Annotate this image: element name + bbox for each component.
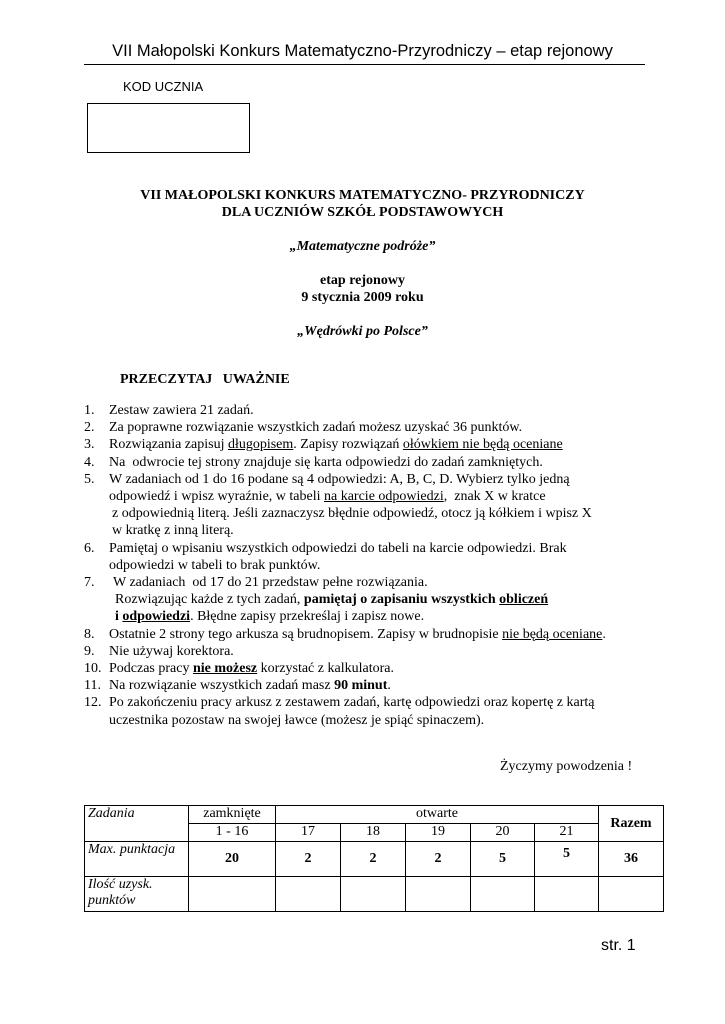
list-item-emphasis: i — [115, 609, 123, 625]
list-item-text: Zestaw zawiera 21 zadań. — [109, 403, 254, 418]
list-item-text: odpowiedzi w tabeli to brak punktów. — [109, 557, 321, 573]
list-item-text: . — [387, 678, 391, 694]
list-item-number: 6. — [84, 540, 95, 556]
list-item-text: . Zapisy rozwiązań — [293, 437, 403, 453]
list-item-text: odpowiedź i wpisz wyraźnie, w tabeli — [109, 489, 324, 505]
score-header-open: otwarte — [276, 806, 599, 824]
page-number: str. 1 — [601, 937, 636, 954]
list-item-number: 9. — [84, 643, 95, 659]
list-item — [84, 402, 644, 419]
instructions-list — [84, 402, 644, 729]
score-max-17: 2 — [276, 842, 341, 877]
list-item-text: Po zakończeniu pracy arkusz z zestawem zadań, kartę odpowiedzi oraz kopertę z kartą — [109, 695, 595, 711]
list-item-emphasis: na karcie odpowiedzi — [324, 489, 444, 505]
score-max-18: 2 — [341, 842, 406, 877]
score-table — [84, 805, 664, 912]
contest-title-line2: DLA UCZNIÓW SZKÓŁ PODSTAWOWYCH — [221, 205, 504, 220]
table-row — [85, 842, 664, 877]
list-item-text: Ostatnie 2 strony tego arkusza są brudnopisem. Zapisy w brudnopisie — [109, 626, 503, 642]
list-item-text: korzystać z kalkulatora. — [257, 661, 394, 677]
list-item-text: z odpowiednią literą. Jeśli zaznaczysz błędnie odpowiedź, otocz ją kółkiem i wpisz X — [112, 506, 592, 522]
list-item-number: 4. — [84, 454, 95, 470]
list-item-text: Na odwrocie tej strony znajduje się karta odpowiedzi do zadań zamkniętych. — [109, 454, 543, 470]
list-item — [84, 419, 644, 436]
list-item — [84, 574, 644, 626]
score-header-tasks: Zadania — [85, 806, 189, 842]
score-earned-18[interactable] — [341, 877, 406, 912]
list-item — [84, 643, 644, 660]
score-earned-total[interactable] — [599, 877, 664, 912]
list-item — [84, 540, 644, 574]
list-item-text: Podczas pracy — [109, 661, 193, 677]
list-item — [84, 454, 644, 471]
score-task-18: 18 — [341, 824, 406, 842]
score-task-19: 19 — [406, 824, 471, 842]
list-item-text: . — [602, 626, 606, 642]
score-max-20: 5 — [471, 842, 535, 877]
score-earned-19[interactable] — [406, 877, 471, 912]
list-item — [84, 436, 644, 453]
list-item — [84, 471, 644, 540]
score-range-closed: 1 - 16 — [189, 824, 276, 842]
list-item-number: 3. — [84, 437, 95, 453]
list-item-text: , znak X w kratce — [443, 489, 546, 505]
list-item-number: 1. — [84, 403, 95, 418]
list-item-text: Pamiętaj o wpisaniu wszystkich odpowiedzi do tabeli na karcie odpowiedzi. Brak — [109, 540, 567, 556]
list-item-text: Za poprawne rozwiązanie wszystkich zadań możesz uzyskać 36 punktów. — [109, 420, 523, 436]
list-item-number: 7. — [84, 575, 95, 591]
score-earned-20[interactable] — [471, 877, 535, 912]
list-item-emphasis: nie możesz — [192, 661, 258, 677]
list-item-text: Rozwiązując każde z tych zadań, — [115, 592, 304, 608]
list-item-number: 11. — [84, 678, 101, 694]
table-row — [85, 877, 664, 912]
list-item-text: uczestnika pozostaw na swojej ławce (możesz je spiąć spinaczem). — [109, 712, 485, 728]
list-item-text: W zadaniach od 17 do 21 przedstaw pełne rozwiązania. — [113, 575, 428, 591]
good-luck-text: Życzymy powodzenia ! — [500, 759, 633, 774]
list-item-number: 10. — [84, 661, 102, 677]
student-code-box[interactable] — [87, 103, 250, 153]
score-max-19: 2 — [406, 842, 471, 877]
score-row-earned-label: Ilość uzysk. punktów — [85, 877, 189, 912]
list-item-text: Nie używaj korektora. — [109, 643, 234, 659]
contest-title-line1: VII MAŁOPOLSKI KONKURS MATEMATYCZNO- PRZYRODNICZY — [140, 188, 585, 203]
list-item-number: 2. — [84, 420, 95, 436]
score-earned-17[interactable] — [276, 877, 341, 912]
contest-theme: „Wędrówki po Polsce” — [297, 324, 428, 339]
list-item-text: w kratkę z inną literą. — [112, 523, 234, 539]
list-item — [84, 694, 644, 728]
contest-date: 9 stycznia 2009 roku — [301, 290, 424, 305]
list-item-text: . Błędne zapisy przekreślaj i zapisz nowe. — [190, 609, 425, 625]
list-item-emphasis: obliczeń — [499, 592, 549, 608]
list-item-emphasis: nie będą oceniane — [502, 626, 603, 642]
score-header-total: Razem — [599, 806, 664, 842]
list-item-number: 5. — [84, 471, 95, 487]
score-header-closed: zamknięte — [189, 806, 276, 824]
list-item — [84, 660, 644, 677]
header-rule — [84, 64, 645, 65]
score-task-20: 20 — [471, 824, 535, 842]
list-item-emphasis: pamiętaj o zapisaniu wszystkich — [303, 592, 500, 608]
score-earned-closed[interactable] — [189, 877, 276, 912]
list-item-emphasis: długopisem — [227, 437, 294, 453]
list-item-emphasis: ołówkiem nie będą oceniane — [402, 437, 563, 453]
score-task-17: 17 — [276, 824, 341, 842]
list-item-number: 8. — [84, 626, 95, 642]
contest-subtitle: „Matematyczne podróże” — [289, 239, 436, 254]
list-item-emphasis: odpowiedzi — [122, 609, 191, 625]
instructions-heading: PRZECZYTAJ UWAŻNIE — [120, 372, 290, 387]
list-item — [84, 626, 644, 643]
score-max-closed: 20 — [189, 842, 276, 877]
score-task-21: 21 — [535, 824, 599, 842]
list-item-emphasis: 90 minut — [334, 678, 388, 694]
table-row — [85, 806, 664, 824]
page-header-title: VII Małopolski Konkurs Matematyczno-Przyrodniczy – etap rejonowy — [112, 42, 613, 60]
list-item-text: Rozwiązania zapisuj — [109, 437, 228, 453]
score-max-21: 5 — [535, 842, 599, 877]
score-max-total: 36 — [599, 842, 664, 877]
contest-stage: etap rejonowy — [320, 273, 405, 288]
score-earned-21[interactable] — [535, 877, 599, 912]
student-code-label: KOD UCZNIA — [123, 79, 204, 94]
list-item-text: Na rozwiązanie wszystkich zadań masz — [109, 678, 335, 694]
score-row-max-label: Max. punktacja — [85, 842, 189, 877]
list-item — [84, 677, 644, 694]
list-item-text: W zadaniach od 1 do 16 podane są 4 odpowiedzi: A, B, C, D. Wybierz tylko jedną — [109, 471, 570, 487]
list-item-number: 12. — [84, 695, 102, 711]
